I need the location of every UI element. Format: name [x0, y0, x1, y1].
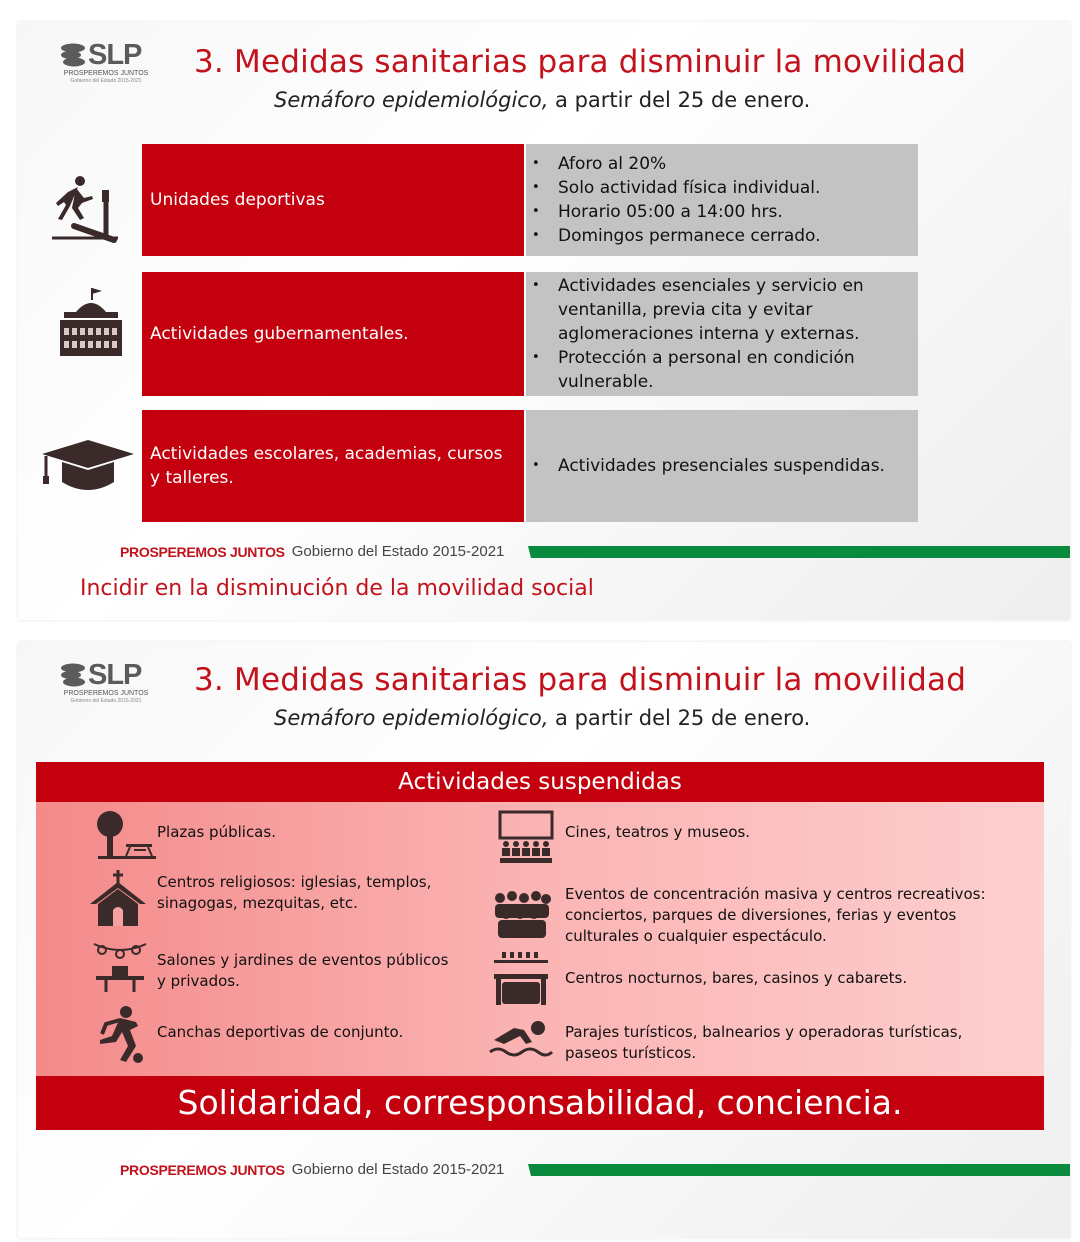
government-building-icon: [56, 286, 126, 360]
logo-government: Gobierno del Estado 2015-2021: [70, 78, 142, 84]
slide-title: 3. Medidas sanitarias para disminuir la movilidad: [194, 662, 967, 698]
logo-government: Gobierno del Estado 2015-2021: [70, 698, 142, 704]
logo-subtitle: PROSPEREMOS JUNTOS: [63, 690, 149, 697]
footer-government: Gobierno del Estado 2015-2021: [291, 543, 505, 560]
footer: [120, 1161, 504, 1178]
activity-item: Salones y jardines de eventos públicos y privados.: [157, 951, 449, 990]
bullet-item: • Solo actividad física individual.: [532, 176, 912, 200]
suspended-activities-panel: [36, 762, 1044, 1130]
footer-brand: PROSPEREMOS JUNTOS: [120, 1161, 285, 1178]
footer-brand: PROSPEREMOS JUNTOS: [120, 543, 285, 560]
panel-footer-slogan: Solidaridad, corresponsabilidad, conciencia.: [36, 1076, 1044, 1130]
crowd-icon: [492, 890, 552, 940]
bullet-item: • Actividades presenciales suspendidas.: [532, 454, 912, 478]
row-unidades-deportivas: [142, 144, 918, 256]
activity-item: Plazas públicas.: [157, 823, 276, 841]
logo-subtitle: PROSPEREMOS JUNTOS: [63, 70, 149, 77]
row-label: Unidades deportivas: [142, 144, 524, 256]
park-tree-bench-icon: [94, 810, 156, 860]
bullet-item: • Aforo al 20%: [532, 152, 912, 176]
bullet-item: • Domingos permanece cerrado.: [532, 224, 912, 248]
logo-text: SLP: [88, 39, 142, 71]
slide-suspended-activities: [18, 642, 1070, 1238]
activity-item: Cines, teatros y museos.: [565, 823, 751, 841]
row-actividades-gubernamentales: [142, 272, 918, 396]
subtitle-rest: a partir del 25 de enero.: [548, 88, 811, 112]
subtitle-italic: Semáforo epidemiológico,: [274, 706, 549, 730]
bullet-item: • Actividades esenciales y servicio en ventanilla, previa cita y evitar aglomeraciones interna y externas.: [532, 274, 912, 346]
panel-title: Actividades suspendidas: [36, 762, 1044, 802]
row-label: Actividades gubernamentales.: [142, 272, 524, 396]
slp-logo: [60, 40, 152, 84]
footer-government: Gobierno del Estado 2015-2021: [291, 1161, 505, 1178]
graduation-cap-icon: [40, 436, 136, 498]
soccer-player-icon: [92, 1006, 146, 1064]
slide-title: 3. Medidas sanitarias para disminuir la movilidad: [194, 44, 967, 80]
slp-logo: [60, 660, 152, 704]
slide-mobility-measures: [18, 22, 1070, 620]
activity-item: Centros religiosos: iglesias, templos, sinagogas, mezquitas, etc.: [157, 873, 432, 912]
logo-text: SLP: [88, 659, 142, 691]
slide-subtitle: [274, 88, 810, 112]
row-details: [526, 144, 918, 256]
event-hall-icon: [92, 938, 148, 994]
bar-counter-icon: [492, 952, 550, 1008]
subtitle-rest: a partir del 25 de enero.: [548, 706, 811, 730]
slp-logo-mark-icon: [60, 663, 86, 687]
subtitle-italic: Semáforo epidemiológico,: [274, 88, 549, 112]
slp-logo-mark-icon: [60, 43, 86, 67]
activity-item: Parajes turísticos, balnearios y operadoras turísticas, paseos turísticos.: [565, 1023, 963, 1062]
row-label: Actividades escolares, academias, cursos y talleres.: [142, 410, 524, 522]
activity-item: Eventos de concentración masiva y centros recreativos: conciertos, parques de diversiones, ferias y eventos culturales o cualquier espectáculo.: [565, 885, 986, 945]
bullet-item: • Protección a personal en condición vulnerable.: [532, 346, 912, 394]
activity-item: Canchas deportivas de conjunto.: [157, 1023, 404, 1041]
church-icon: [88, 870, 148, 928]
slide-tagline: Incidir en la disminución de la movilidad social: [80, 576, 594, 601]
theater-audience-icon: [496, 810, 556, 866]
treadmill-runner-icon: [48, 172, 122, 246]
slide-subtitle: [274, 706, 810, 730]
row-details: [526, 272, 918, 396]
bullet-item: • Horario 05:00 a 14:00 hrs.: [532, 200, 912, 224]
activity-item: Centros nocturnos, bares, casinos y cabarets.: [565, 969, 908, 987]
green-divider: [528, 546, 1070, 558]
footer: [120, 543, 504, 560]
row-details: [526, 410, 918, 522]
row-actividades-escolares: [142, 410, 918, 522]
swimmer-icon: [488, 1018, 554, 1064]
green-divider: [528, 1164, 1070, 1176]
